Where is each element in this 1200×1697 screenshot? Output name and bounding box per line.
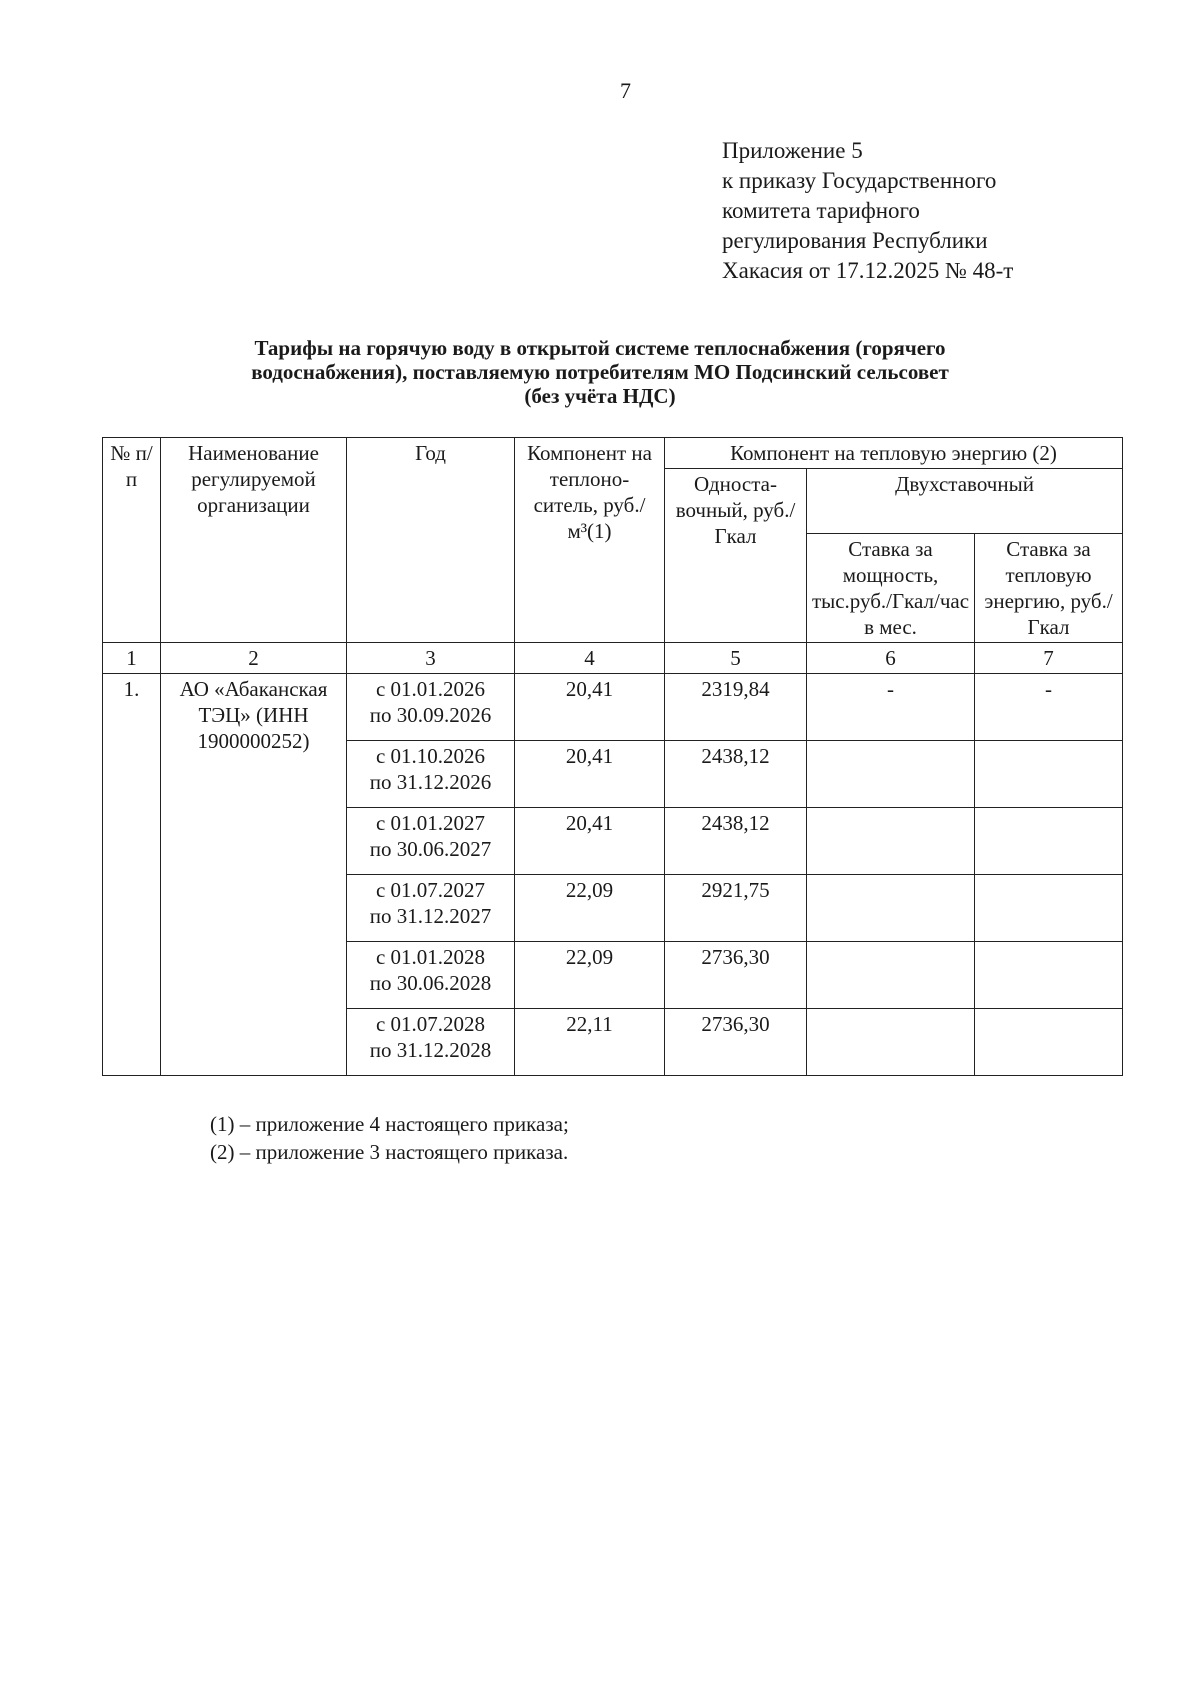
appendix-line: Приложение 5 <box>722 138 863 163</box>
header-energy-rate: Ставка за тепловую энергию, руб./Гкал <box>975 534 1123 643</box>
period-from: с 01.10.2026 <box>375 744 486 768</box>
single-rate-value: 2438,12 <box>665 808 807 875</box>
carrier-value: 20,41 <box>515 674 665 741</box>
title-line: водоснабжения), поставляемую потребителям МО Подсинский сельсовет <box>251 360 949 384</box>
energy-rate-value <box>975 808 1123 875</box>
period-cell <box>347 674 515 741</box>
period-to: по 30.06.2028 <box>369 971 492 995</box>
power-rate-value <box>807 942 975 1009</box>
single-rate-value: 2736,30 <box>665 1009 807 1076</box>
energy-rate-value <box>975 942 1123 1009</box>
column-number: 2 <box>161 643 347 674</box>
footnote: (2) – приложение 3 настоящего приказа. <box>210 1140 569 1164</box>
table-row <box>103 674 1123 741</box>
tariff-table <box>102 437 1123 1076</box>
header-single-rate: Односта-вочный, руб./Гкал <box>665 469 807 643</box>
period-cell <box>347 942 515 1009</box>
carrier-value: 20,41 <box>515 808 665 875</box>
footnote: (1) – приложение 4 настоящего приказа; <box>210 1112 569 1136</box>
power-rate-value: - <box>807 674 975 741</box>
carrier-value: 22,09 <box>515 942 665 1009</box>
period-to: по 31.12.2028 <box>369 1038 492 1062</box>
period-from: с 01.07.2028 <box>375 1012 486 1036</box>
appendix-line: Хакасия от 17.12.2025 № 48-т <box>722 258 1014 283</box>
footnotes <box>210 1110 569 1166</box>
single-rate-value: 2319,84 <box>665 674 807 741</box>
period-cell <box>347 741 515 808</box>
header-carrier-component: Компонент на теплоно-ситель, руб./м³(1) <box>515 438 665 643</box>
appendix-line: комитета тарифного <box>722 198 920 223</box>
page-number: 7 <box>620 78 631 103</box>
column-number: 5 <box>665 643 807 674</box>
column-number: 7 <box>975 643 1123 674</box>
header-number: № п/п <box>103 438 161 643</box>
period-to: по 31.12.2026 <box>369 770 492 794</box>
period-from: с 01.01.2026 <box>375 677 486 701</box>
energy-rate-value <box>975 1009 1123 1076</box>
header-power-rate: Ставка за мощность, тыс.руб./Гкал/час в мес. <box>807 534 975 643</box>
appendix-line: регулирования Республики <box>722 228 988 253</box>
period-from: с 01.07.2027 <box>375 878 486 902</box>
carrier-value: 20,41 <box>515 741 665 808</box>
period-to: по 31.12.2027 <box>369 904 492 928</box>
power-rate-value <box>807 1009 975 1076</box>
power-rate-value <box>807 741 975 808</box>
column-number-row <box>103 643 1123 674</box>
single-rate-value: 2736,30 <box>665 942 807 1009</box>
document-title <box>180 336 1020 408</box>
column-number: 4 <box>515 643 665 674</box>
organization-name: АО «Абаканская ТЭЦ» (ИНН 1900000252) <box>161 674 347 1076</box>
period-to: по 30.09.2026 <box>369 703 492 727</box>
single-rate-value: 2921,75 <box>665 875 807 942</box>
organization-number: 1. <box>103 674 161 1076</box>
header-thermal-component: Компонент на тепловую энергию (2) <box>665 438 1123 469</box>
single-rate-value: 2438,12 <box>665 741 807 808</box>
period-to: по 30.06.2027 <box>369 837 492 861</box>
appendix-line: к приказу Государственного <box>722 168 997 193</box>
header-organization: Наименование регулируемой организации <box>161 438 347 643</box>
column-number: 6 <box>807 643 975 674</box>
column-number: 1 <box>103 643 161 674</box>
title-line: (без учёта НДС) <box>524 384 676 408</box>
column-number: 3 <box>347 643 515 674</box>
carrier-value: 22,11 <box>515 1009 665 1076</box>
energy-rate-value: - <box>975 674 1123 741</box>
energy-rate-value <box>975 741 1123 808</box>
carrier-value: 22,09 <box>515 875 665 942</box>
title-line: Тарифы на горячую воду в открытой системе теплоснабжения (горячего <box>254 336 946 360</box>
header-two-rate: Двухставочный <box>807 469 1123 534</box>
appendix-reference <box>722 136 1013 286</box>
power-rate-value <box>807 875 975 942</box>
header-year: Год <box>347 438 515 643</box>
period-cell <box>347 808 515 875</box>
power-rate-value <box>807 808 975 875</box>
energy-rate-value <box>975 875 1123 942</box>
period-from: с 01.01.2027 <box>375 811 486 835</box>
period-from: с 01.01.2028 <box>375 945 486 969</box>
period-cell <box>347 875 515 942</box>
period-cell <box>347 1009 515 1076</box>
